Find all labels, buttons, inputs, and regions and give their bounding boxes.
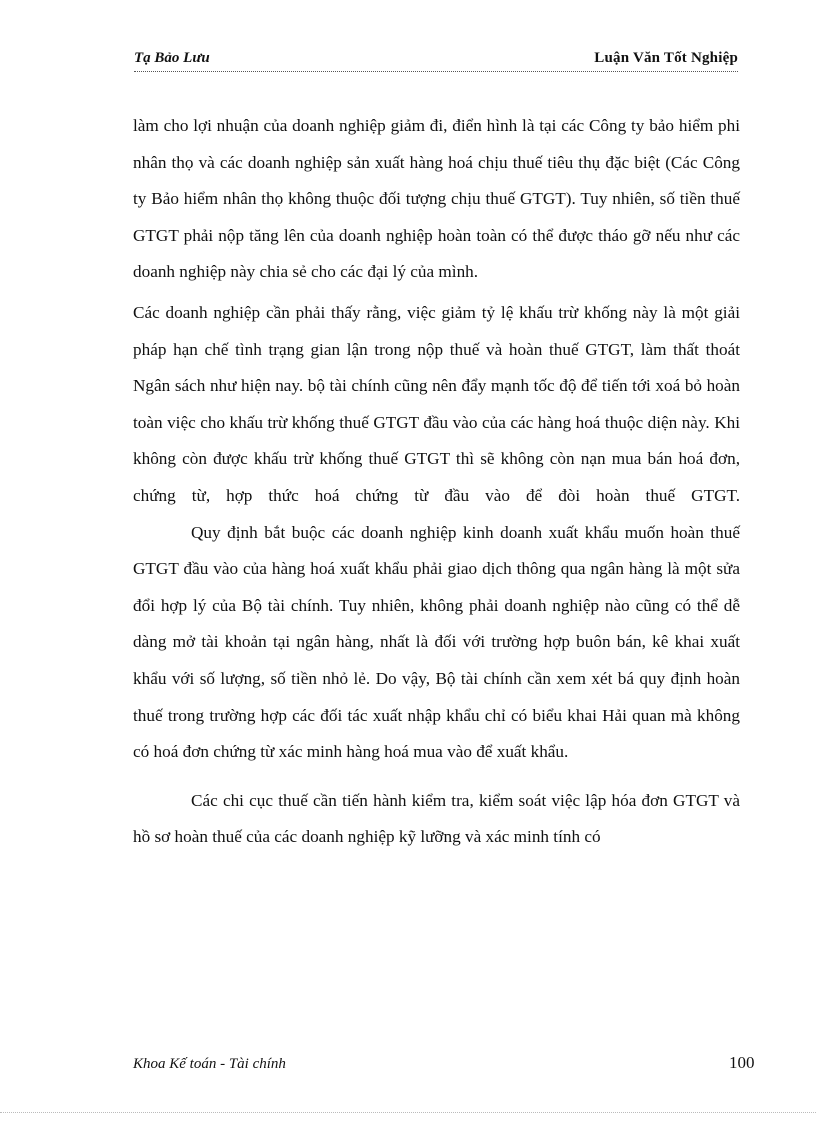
paragraph-1: làm cho lợi nhuận của doanh nghiệp giảm đi, điển hình là tại các Công ty bảo hiểm phi nhân thọ và các doanh nghiệp sản xuất hàng hoá chịu thuế tiêu thụ đặc biệt (Các Công ty Bảo hiểm nhân thọ không thuộc đối tượng chịu thuế GTGT). Tuy nhiên, số tiền thuế GTGT phải nộp tăng lên của doanh nghiệp hoàn toàn có thể được tháo gỡ nếu như các doanh nghiệp này chia sẻ cho các đại lý của mình. — [133, 116, 740, 282]
paragraph-2: Các doanh nghiệp cần phải thấy rằng, việc giảm tỷ lệ khấu trừ khống này là một giải pháp hạn chế tình trạng gian lận trong nộp thuế và hoàn thuế GTGT, làm thất thoát Ngân sách như hiện nay. bộ tài chính cũng nên đẩy mạnh tốc độ để tiến tới xoá bỏ hoàn toàn việc cho khấu trừ khống thuế GTGT đầu vào của các hàng hoá thuộc diện này. Khi không còn được khấu trừ khống thuế GTGT thì sẽ không còn nạn mua bán hoá đơn, chứng từ, hợp thức hoá chứng từ đầu vào để đòi hoàn thuế GTGT. — [133, 302, 740, 505]
paragraph-3: Quy định bắt buộc các doanh nghiệp kinh doanh xuất khẩu muốn hoàn thuế GTGT đầu vào của hàng hoá xuất khẩu phải giao dịch thông qua ngân hàng là một sửa đổi hợp lý của Bộ tài chính. Tuy nhiên, không phải doanh nghiệp nào cũng có thể dễ dàng mở tài khoản tại ngân hàng, nhất là đối với trường hợp buôn bán, kê khai xuất khẩu với số lượng, số tiền nhỏ lẻ. Do vậy, Bộ tài chính cần xem xét bá quy định hoàn thuế trong trường hợp các đối tác xuất nhập khẩu chỉ có biểu khai Hải quan mà không có hoá đơn chứng từ xác minh hàng hoá mua vào để xuất khẩu. — [133, 522, 740, 762]
page-header — [134, 48, 738, 76]
footer-divider — [0, 1112, 816, 1113]
paragraph-4: Các chi cục thuế cần tiến hành kiểm tra, kiểm soát việc lập hóa đơn GTGT và hồ sơ hoàn thuế của các doanh nghiệp kỹ lưỡng và xác minh tính có — [133, 790, 740, 847]
header-divider — [134, 71, 738, 72]
footer-department: Khoa Kế toán - Tài chính — [133, 1056, 286, 1072]
header-title: Luận Văn Tốt Nghiệp — [594, 50, 738, 66]
document-body — [133, 108, 740, 856]
page-number: 100 — [729, 1053, 755, 1072]
header-author: Tạ Bảo Lưu — [134, 50, 210, 66]
